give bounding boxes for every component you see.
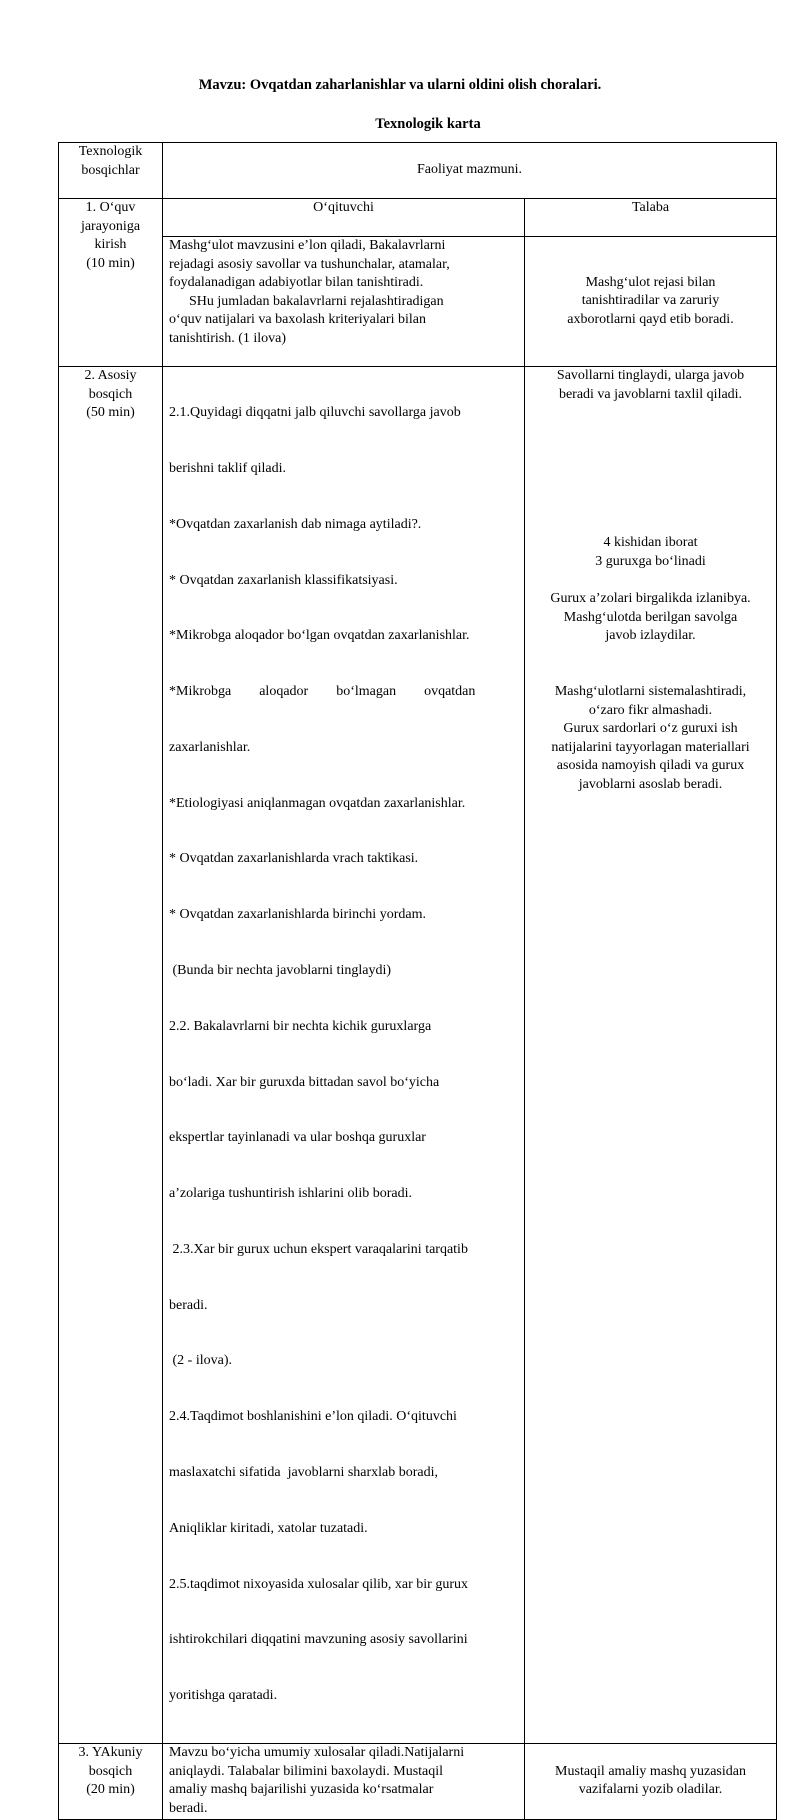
text-line: Gurux a’zolari birgalikda izlanibya. <box>550 591 751 607</box>
text-line: yoritishga qaratadi. <box>169 1688 278 1704</box>
text-line: *Etiologiyasi aniqlanmagan ovqatdan zaxarlanishlar. <box>169 795 466 811</box>
stage1-teacher-cell <box>163 237 525 367</box>
page-subtitle: Texnologik karta <box>375 116 481 132</box>
stage3-student-cell <box>525 1743 777 1819</box>
text-line: Gurux sardorlari o‘z guruxi ish <box>563 721 738 737</box>
text-line: foydalanadigan adabiyotlar bilan tanishtiradi. <box>169 275 424 291</box>
text-line: Mashg‘ulot mavzusini e’lon qiladi, Bakalavrlarni <box>169 238 446 253</box>
text-line: beradi va javoblarni taxlil qiladi. <box>558 386 743 402</box>
text-line: * Ovqatdan zaxarlanishlarda birinchi yordam. <box>169 907 426 923</box>
header-stages-line: bosqichlar <box>81 162 140 178</box>
text-line: a’zolariga tushuntirish ishlarini olib boradi. <box>169 1186 413 1202</box>
text-line: beradi. <box>169 1297 208 1313</box>
header-content-label: Faoliyat mazmuni. <box>417 162 522 178</box>
stage1-label-cell <box>59 199 163 367</box>
text-line: berishni taklif qiladi. <box>169 460 287 476</box>
text-line: rejadagi asosiy savollar va tushunchalar, atamalar, <box>169 256 450 272</box>
header-content-cell <box>163 143 777 199</box>
stage3-label-line: 3. YAkuniy <box>78 1744 143 1760</box>
text-line: maslaxatchi sifatida javoblarni sharxlab boradi, <box>169 1465 439 1481</box>
header-stages-cell <box>59 143 163 199</box>
text-line: javob izlaydilar. <box>605 628 696 644</box>
text-line: beradi. <box>169 1800 208 1816</box>
text-line: Mashg‘ulot rejasi bilan <box>585 274 716 290</box>
text-line: bo‘ladi. Xar bir guruxda bittadan savol bo‘yicha <box>169 1074 440 1090</box>
text-line: ishtirokchilari diqqatini mavzuning asosiy savollarini <box>169 1632 468 1648</box>
stage2-label-line: bosqich <box>88 386 133 402</box>
student-column-header: Talaba <box>525 199 777 237</box>
text-line: aniqlaydi. Talabalar bilimini baxolaydi. Mustaqil <box>169 1763 444 1779</box>
stage1-label-line: (10 min) <box>86 255 135 271</box>
text-line: Savollarni tinglaydi, ularga javob <box>556 368 745 383</box>
stage3-teacher-cell <box>163 1743 525 1819</box>
text-line: 3 guruxga bo‘linadi <box>595 553 706 569</box>
text-line: axborotlarni qayd etib boradi. <box>567 311 734 327</box>
page-title: Mavzu: Ovqatdan zaharlanishlar va ularni oldini olish choralari. <box>198 77 602 93</box>
text-line: Aniqliklar kiritadi, xatolar tuzatadi. <box>169 1520 368 1536</box>
text-line: 2.5.taqdimot nixoyasida xulosalar qilib, xar bir gurux <box>169 1576 469 1592</box>
stage3-label-line: bosqich <box>88 1763 133 1779</box>
header-stages-line: Texnologik <box>78 144 143 159</box>
text-line: o‘zaro fikr almashadi. <box>588 702 713 718</box>
text-line: Mashg‘ulotlarni sistemalashtiradi, <box>554 684 747 700</box>
text-line: zaxarlanishlar. <box>169 739 251 755</box>
stage1-label-line: 1. O‘quv <box>85 200 136 215</box>
text-line: o‘quv natijalari va baxolash kriteriyalari bilan <box>169 312 426 328</box>
teacher-column-header: O‘qituvchi <box>163 199 525 237</box>
text-line: natijalarini tayyorlagan materiallari <box>551 739 750 755</box>
text-line: *Mikrobga aloqador bo‘lgan ovqatdan zaxarlanishlar. <box>169 628 470 644</box>
text-line: (Bunda bir nechta javoblarni tinglaydi) <box>169 963 391 978</box>
stage3-label-line: (20 min) <box>86 1782 135 1798</box>
text-line: 4 kishidan iborat <box>603 535 698 551</box>
text-line: * Ovqatdan zaxarlanish klassifikatsiyasi. <box>169 572 398 588</box>
text-line: Mavzu bo‘yicha umumiy xulosalar qiladi.Natijalarni <box>169 1744 465 1760</box>
stage2-label-line: 2. Asosiy <box>84 368 137 383</box>
text-line: vazifalarni yozib oladilar. <box>578 1782 723 1798</box>
text-line: *Ovqatdan zaxarlanish dab nimaga aytiladi?. <box>169 516 422 532</box>
stage1-label-line: kirish <box>94 237 127 253</box>
stage2-label-cell <box>59 367 163 1744</box>
tech-card-table <box>58 142 777 1820</box>
text-line: 2.2. Bakalavrlarni bir nechta kichik guruxlarga <box>169 1018 432 1034</box>
text-line: amaliy mashq bajarilishi yuzasida ko‘rsatmalar <box>169 1782 434 1798</box>
text-line: (2 - ilova). <box>169 1353 232 1369</box>
text-line: 2.1.Quyidagi diqqatni jalb qiluvchi savollarga javob <box>169 405 461 421</box>
stage2-label-line: (50 min) <box>86 405 135 421</box>
text-line: * Ovqatdan zaxarlanishlarda vrach taktikasi. <box>169 851 419 867</box>
text-line: tanishtirish. (1 ilova) <box>169 330 287 346</box>
text-line: 2.3.Xar bir gurux uchun ekspert varaqalarini tarqatib <box>169 1241 468 1257</box>
stage1-student-cell <box>525 237 777 367</box>
stage2-teacher-cell <box>163 367 525 1744</box>
text-line: ekspertlar tayinlanadi va ular boshqa guruxlar <box>169 1130 426 1146</box>
text-line: tanishtiradilar va zaruriy <box>581 293 720 309</box>
text-line: javoblarni asoslab beradi. <box>578 777 723 793</box>
text-line: *Mikrobga aloqador bo‘lmagan ovqatdan <box>169 684 476 700</box>
text-line: SHu jumladan bakalavrlarni rejalashtiradigan <box>189 293 444 309</box>
stage1-label-line: jarayoniga <box>80 218 141 234</box>
stage2-student-cell <box>525 367 777 1744</box>
text-line: Mustaqil amaliy mashq yuzasidan <box>555 1763 746 1779</box>
text-line: Mashg‘ulotda berilgan savolga <box>563 609 738 625</box>
text-line: asosida namoyish qiladi va gurux <box>556 758 745 774</box>
stage3-label-cell <box>59 1743 163 1819</box>
text-line: 2.4.Taqdimot boshlanishini e’lon qiladi. O‘qituvchi <box>169 1409 457 1425</box>
